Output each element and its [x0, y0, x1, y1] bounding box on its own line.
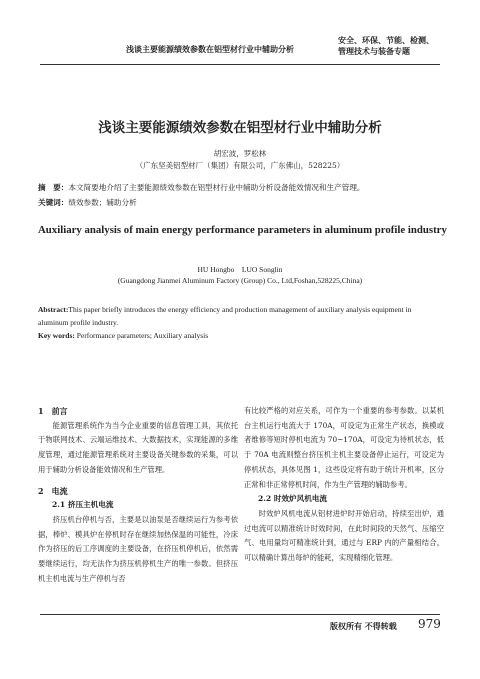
header-divider [40, 64, 440, 65]
right-column [244, 404, 444, 566]
paper-title-zh: 浅谈主要能源绩效参数在铝型材行业中辅助分析 [98, 120, 382, 136]
section-2-2-paragraph: 时效炉风机电流从铝材进炉时开始启动，持续至出炉，通过电流可以精准统计时效时间，在此时间段的天然气、压缩空气、电用量均可精准统计到，通过与 ERP 内的产量相结合，可以精确计算出每炉的能耗，实现精细化管理。 [244, 508, 444, 563]
abstract-en [38, 304, 442, 329]
affiliation-en: (Guangdong Jianmei Aluminum Factory (Group) Co., Ltd,Foshan,528225,China) [117, 276, 363, 285]
keywords-zh-label: 关键词： [38, 198, 69, 207]
abstract-en-label: Abstract: [38, 305, 69, 314]
section-2-1-paragraph: 挤压机台停机与否，主要是以油泵是否继续运行为参考依据，棒炉、模具炉在停机时存在继续加热保温的可能性，冷床作为挤压的后工序调度的主要设备，在挤压机停机后，依然需要继续运行，均无法作为挤压机停机生产的唯一参数。但挤压机主机电流与生产停机与否 [38, 514, 238, 583]
affiliation-zh: （广东坚美铝型材厂（集团）有限公司，广东佛山，528225） [135, 161, 345, 170]
abstract-zh [38, 182, 365, 193]
abstract-zh-text: 本文简要地介绍了主要能源绩效参数在铝型材行业中辅助分析设备能效情况和生产管理。 [68, 183, 365, 192]
abstract-zh-label: 摘 要： [38, 183, 69, 192]
section-2-1-continued: 有比较严格的对应关系，可作为一个重要的参考参数。以某机台主机运行电流大于 170A，可设定为正常生产状态，换模或者维修等短时停机电流为 70~170A，可设定为待机状态，低于 70A 电流则整台挤压机主机主要设备停止运行，可设定为停机状态，具体见图 1，这些设定将有助于统计开机率，区分正常和非正常停机时间，作为生产管理的辅助参考。 [244, 406, 444, 489]
section-1-heading: 1 前言 [38, 406, 68, 416]
keywords-en-text: Performance parameters; Auxiliary analysis [76, 331, 209, 340]
keywords-en [38, 331, 208, 340]
section-2-heading: 2 电流 [38, 485, 68, 496]
authors-zh: 胡宏波，罗松林 [213, 149, 267, 158]
footer-divider [40, 614, 440, 615]
copyright-notice: 版权所有 不得转载 [330, 621, 397, 631]
authors-en: HU Hongbo LUO Songlin [197, 265, 283, 274]
section-label [338, 35, 434, 57]
section-2-2-heading: 2.2 时效炉风机电流 [258, 494, 328, 504]
page-number: 979 [418, 617, 441, 631]
abstract-en-text: This paper briefly introduces the energy efficiency and production management of auxiliary analysis equipment in aluminum profile industry. [38, 305, 412, 327]
section-1-paragraph: 能源管理系统作为当今企业重要的信息管理工具，其依托于物联网技术、云端运维技术、大数据技术，实现能源的多维度管理，通过能源管理系统对主要设备关键参数的采集，可以用于辅助分析设备能效情况和生产管理。 [38, 420, 238, 474]
section-2-1-heading: 2.1 挤压主机电流 [52, 500, 114, 510]
keywords-zh-text: 绩效参数；辅助分析 [68, 198, 137, 207]
paper-title-en: Auxiliary analysis of main energy performance parameters in aluminum profile industry [38, 224, 447, 236]
keywords-zh [38, 197, 137, 208]
running-title: 浅谈主要能源绩效参数在铝型材行业中辅助分析 [126, 44, 294, 54]
section-label-line1: 安全、环保、节能、检测、 [338, 35, 434, 45]
section-label-line2: 管理技术与装备专题 [338, 46, 410, 56]
left-column [38, 404, 238, 586]
keywords-en-label: Key words: [38, 331, 75, 340]
